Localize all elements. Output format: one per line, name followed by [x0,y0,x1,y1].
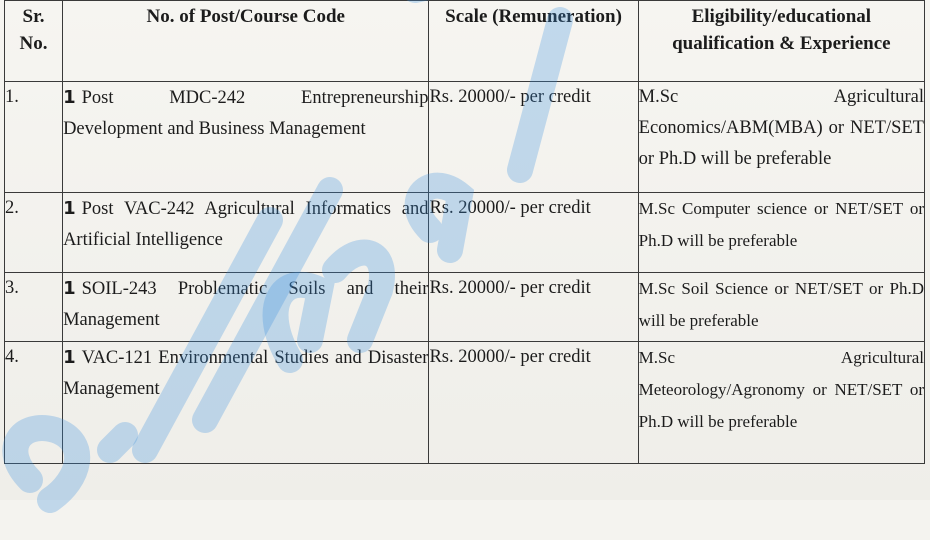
row-sr-no: 3. [5,273,63,342]
table-row [5,82,925,193]
header-post: No. of Post/Course Code [63,1,429,82]
row-eligibility: M.Sc Computer science or NET/SET or Ph.D will be preferable [638,193,924,273]
table-header-row [5,1,925,82]
header-sr-no: Sr. No. [5,1,63,82]
row-post: 1 Post VAC-242 Agricultural Informatics and Artificial Intelligence [63,193,429,273]
post-count: 1 [63,198,76,219]
row-eligibility: M.Sc Soil Science or NET/SET or Ph.D will be preferable [638,273,924,342]
row-scale: Rs. 20000/- per credit [429,193,638,273]
row-eligibility: M.Sc Agricultural Meteorology/Agronomy or NET/SET or Ph.D will be preferable [638,342,924,464]
row-scale: Rs. 20000/- per credit [429,82,638,193]
row-eligibility: M.Sc Agricultural Economics/ABM(MBA) or NET/SET or Ph.D will be preferable [638,82,924,193]
row-sr-no: 2. [5,193,63,273]
post-count: 1 [63,347,76,368]
row-post: 1 Post MDC-242 Entrepreneurship Development and Business Management [63,82,429,193]
row-sr-no: 4. [5,342,63,464]
post-count: 1 [63,278,76,299]
header-eligibility: Eligibility/educational qualification & Experience [638,1,924,82]
table-row [5,273,925,342]
post-count: 1 [63,87,76,108]
row-post: 1 VAC-121 Environmental Studies and Disaster Management [63,342,429,464]
table-row [5,193,925,273]
posts-table [4,0,925,464]
row-sr-no: 1. [5,82,63,193]
header-scale: Scale (Remuneration) [429,1,638,82]
row-scale: Rs. 20000/- per credit [429,273,638,342]
row-post: 1 SOIL-243 Problematic Soils and their Management [63,273,429,342]
table-row [5,342,925,464]
row-scale: Rs. 20000/- per credit [429,342,638,464]
